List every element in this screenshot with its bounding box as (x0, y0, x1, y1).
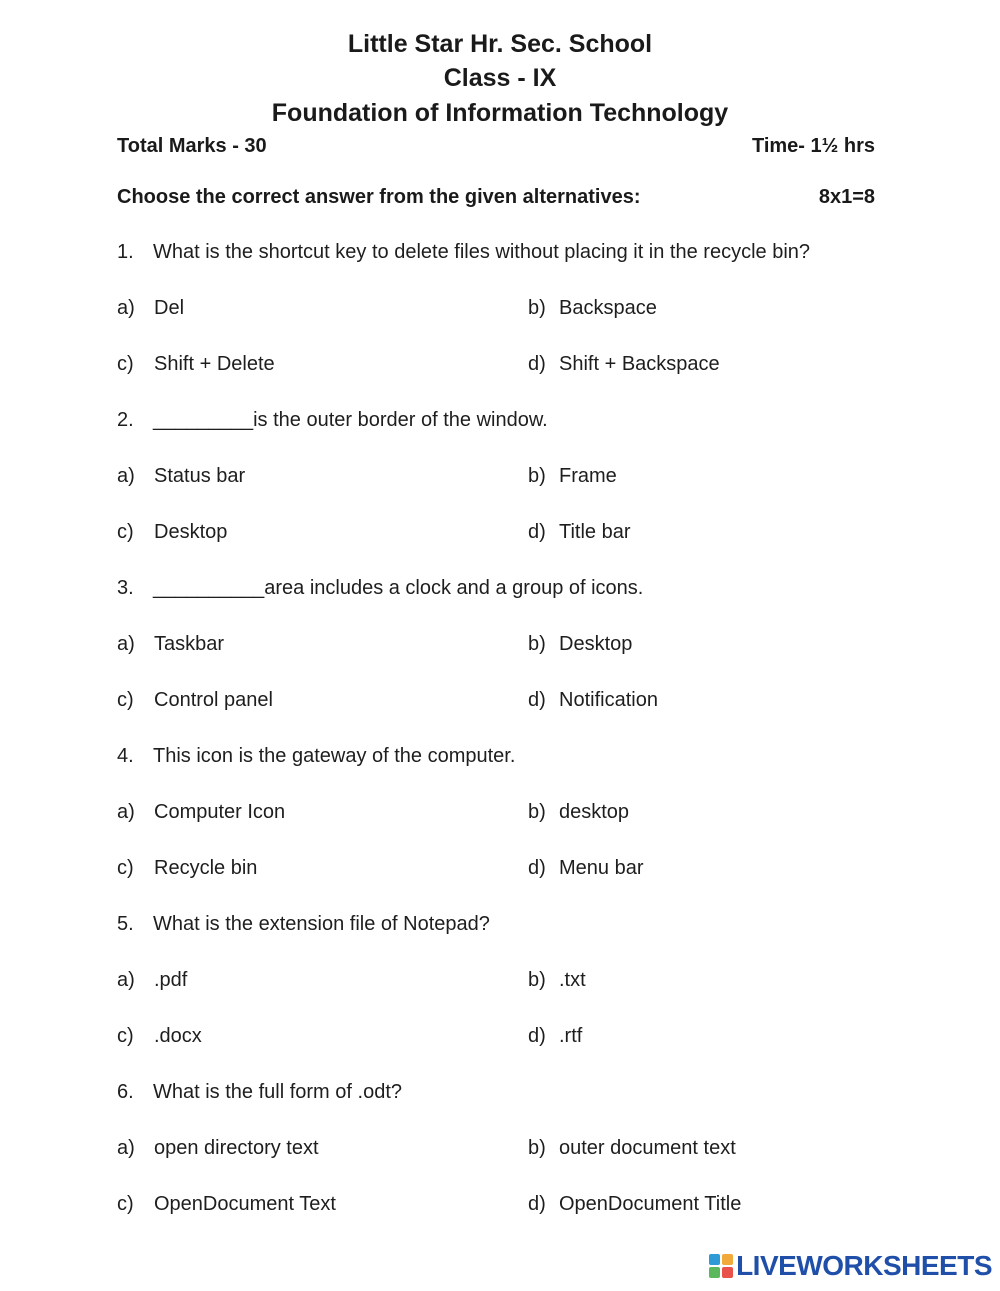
answer-option[interactable] (528, 1192, 741, 1216)
option-letter: c) (117, 1193, 134, 1215)
question-number: 1. (117, 241, 134, 263)
answer-option[interactable] (528, 1136, 736, 1160)
option-letter: b) (528, 969, 546, 991)
option-letter: a) (117, 633, 135, 655)
option-text: outer document text (559, 1137, 736, 1159)
answer-option[interactable] (528, 632, 632, 656)
answer-option[interactable] (117, 688, 273, 712)
option-letter: d) (528, 353, 546, 375)
answer-option[interactable] (117, 800, 285, 824)
option-letter: b) (528, 465, 546, 487)
answer-option[interactable] (528, 296, 657, 320)
option-letter: a) (117, 297, 135, 319)
option-letter: a) (117, 801, 135, 823)
question-text: What is the shortcut key to delete files without placing it in the recycle bin? (153, 241, 811, 263)
option-letter: d) (528, 1025, 546, 1047)
answer-option[interactable] (528, 464, 617, 488)
option-text: Desktop (154, 521, 228, 543)
option-text: .txt (559, 969, 586, 991)
question-number: 3. (117, 577, 134, 599)
school-name: Little Star Hr. Sec. School (347, 30, 653, 58)
option-letter: a) (117, 465, 135, 487)
option-text: .docx (154, 1025, 202, 1047)
option-letter: c) (117, 857, 134, 879)
question-text: __________area includes a clock and a group of icons. (153, 577, 644, 599)
total-marks: Total Marks - 30 (117, 135, 267, 157)
answer-option[interactable] (528, 688, 658, 712)
option-letter: d) (528, 689, 546, 711)
answer-option[interactable] (528, 968, 586, 992)
option-letter: a) (117, 1137, 135, 1159)
option-text: OpenDocument Text (154, 1193, 336, 1215)
option-text: desktop (559, 801, 630, 823)
answer-option[interactable] (117, 632, 224, 656)
option-text: Desktop (559, 633, 633, 655)
question (117, 744, 515, 768)
question (117, 408, 548, 432)
answer-option[interactable] (528, 856, 644, 880)
answer-option[interactable] (528, 800, 629, 824)
question-number: 4. (117, 745, 134, 767)
option-letter: c) (117, 521, 134, 543)
option-letter: b) (528, 297, 546, 319)
option-text: .rtf (559, 1025, 583, 1047)
option-text: Taskbar (154, 633, 225, 655)
question-text: This icon is the gateway of the computer. (153, 745, 516, 767)
subject-title: Foundation of Information Technology (271, 99, 729, 127)
option-text: Frame (559, 465, 617, 487)
class-label: Class - IX (443, 64, 557, 92)
option-letter: d) (528, 1193, 546, 1215)
question-number: 5. (117, 913, 134, 935)
question-text: What is the full form of .odt? (153, 1081, 402, 1103)
question-number: 2. (117, 409, 134, 431)
question-text: _________is the outer border of the window. (153, 409, 548, 431)
answer-option[interactable] (117, 1136, 319, 1160)
option-text: Shift + Backspace (559, 353, 720, 375)
question (117, 1080, 402, 1104)
option-text: OpenDocument Title (559, 1193, 742, 1215)
answer-option[interactable] (528, 1024, 582, 1048)
option-text: Del (154, 297, 185, 319)
watermark-text: LIVEWORKSHEETS (736, 1250, 992, 1281)
option-letter: b) (528, 801, 546, 823)
option-text: .pdf (154, 969, 188, 991)
time-allowed: Time- 1½ hrs (751, 135, 875, 157)
answer-option[interactable] (117, 856, 257, 880)
question (117, 912, 490, 936)
liveworksheets-logo (709, 1251, 992, 1281)
option-letter: d) (528, 521, 546, 543)
option-letter: b) (528, 633, 546, 655)
option-text: Menu bar (559, 857, 644, 879)
option-text: Computer Icon (154, 801, 286, 823)
option-letter: d) (528, 857, 546, 879)
option-letter: a) (117, 969, 135, 991)
option-text: Title bar (559, 521, 631, 543)
answer-option[interactable] (117, 464, 245, 488)
marks-scheme: 8x1=8 (818, 186, 875, 208)
option-letter: c) (117, 689, 134, 711)
option-letter: c) (117, 1025, 134, 1047)
answer-option[interactable] (528, 352, 720, 376)
option-text: Notification (559, 689, 658, 711)
question-text: What is the extension file of Notepad? (153, 913, 490, 935)
answer-option[interactable] (117, 352, 275, 376)
answer-option[interactable] (117, 520, 227, 544)
option-text: Control panel (154, 689, 273, 711)
instruction: Choose the correct answer from the given alternatives: (117, 186, 641, 208)
question-number: 6. (117, 1081, 134, 1103)
question (117, 576, 643, 600)
option-letter: c) (117, 353, 134, 375)
answer-option[interactable] (117, 1024, 202, 1048)
answer-option[interactable] (117, 296, 184, 320)
option-text: open directory text (154, 1137, 319, 1159)
option-text: Status bar (154, 465, 246, 487)
answer-option[interactable] (528, 520, 631, 544)
option-letter: b) (528, 1137, 546, 1159)
option-text: Recycle bin (154, 857, 258, 879)
option-text: Backspace (559, 297, 657, 319)
liveworksheets-logo-mark-icon (709, 1254, 733, 1278)
option-text: Shift + Delete (154, 353, 275, 375)
answer-option[interactable] (117, 1192, 336, 1216)
answer-option[interactable] (117, 968, 187, 992)
question (117, 240, 810, 264)
